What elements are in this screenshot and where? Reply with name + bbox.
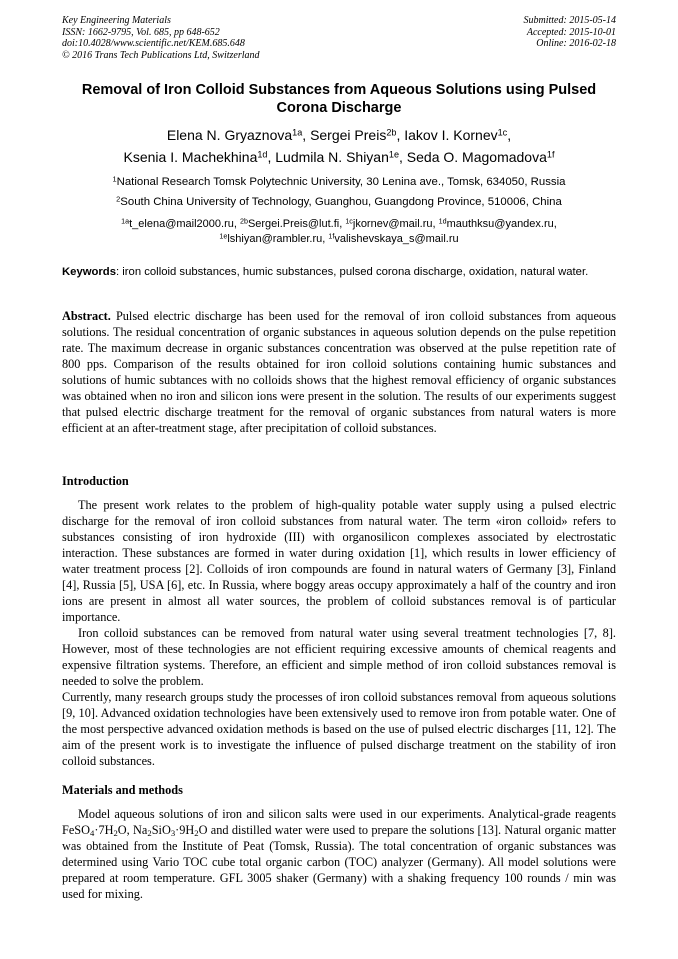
issn: ISSN: 1662-9795, Vol. 685, pp 648-652 [62,26,220,38]
email-link[interactable]: Sergei.Preis@lut.fi [247,218,340,230]
author-name: Elena N. Gryaznova [166,127,293,143]
copyright: © 2016 Trans Tech Publications Ltd, Switzerland [62,49,260,61]
author-sup: 1e [388,149,400,160]
affiliation-1: $^1$National Research Tomsk Polytechnic University, 30 Lenina ave., Tomsk, 634050, Russia [112,174,566,188]
doi: doi:10.4028/www.scientific.net/KEM.685.648 [62,38,245,49]
online-date: Online: 2016-02-18 [536,38,616,49]
abstract-label: Abstract. [62,309,111,323]
email-link[interactable]: valishevskaya_s@mail.ru [334,233,459,245]
author-name: Ksenia I. Machekhina [123,149,258,165]
affiliation-2: $^2$South China University of Technology, Guanghou, Guangdong Province, 510006, China [116,194,562,208]
author-name: Iakov I. Kornev [404,127,498,143]
paragraph: Model aqueous solutions of iron and silicon salts were used in our experiments. Analytical-grade reagents $FeSO_4\cdot 7H_2O$, $Na_2SiO_3\cdot 9H_2O$ and distilled water were used to prepare the solutions [13]. Natural organic matter was obtained from the Institute of Peat (Tomsk, Russia). The total concentration of organic substances was determined using Vario TOC cube total organic carbon (TOC) analyzer (Germany). All model solutions were prepared at room temperature. GFL 3005 shaker (Germany) with a shaking frequency 100 rounds / min was used for mixing. [62,807,616,901]
paragraph: The present work relates to the problem of high-quality potable water supply using a pulsed electric discharge for the removal of iron colloid substances from natural water. The term «iron colloid» refers to substances consisting of iron hydroxide (III) with organosilicon complexes associated by electrostatic interaction. These substances are formed in water during oxidation [1], which results in lower efficiency of water treatment process [2]. Colloids of iron compounds are found in natural waters of Germany [3], Finland [4], Russia [5], USA [6], etc. In Russia, where boggy areas occupy approximately a half of the country and iron ions are present in almost all water sources, the problem of colloid substances removal is of particular importance. [62,498,616,624]
abstract [62,308,616,436]
author-name: Sergei Preis [310,127,387,143]
section-heading-introduction: Introduction [62,474,129,488]
introduction-body [62,497,616,769]
email-link[interactable]: jkornev@mail.ru [352,218,433,230]
email-list [62,217,616,247]
journal-header [62,15,260,61]
author-sup: 1d [257,149,268,160]
keywords-text: : iron colloid substances, humic substances, pulsed corona discharge, oxidation, natural water. [116,266,589,278]
journal-name: Key Engineering Materials [62,15,171,26]
author-line-1: Elena N. Gryaznova$^{1a}$, Sergei Preis$^{2b}$, Iakov I. Kornev$^{1c}$, [166,127,512,143]
email-line-1: $^{1a}$t_elena@mail2000.ru, $^{2b}$Sergei.Preis@lut.fi, $^{1c}$jkornev@mail.ru, $^{1d}$mauthksu@yandex.ru, [121,217,557,230]
keywords [62,265,616,279]
email-link[interactable]: t_elena@mail2000.ru [129,218,234,230]
author-sup: 1f [546,149,555,160]
materials-body [62,806,616,902]
author-name: Seda O. Magomadova [406,149,547,165]
author-line-2: Ksenia I. Machekhina$^{1d}$, Ludmila N. Shiyan$^{1e}$, Seda O. Magomadova$^{1f}$ [123,149,555,165]
paragraph: Iron colloid substances can be removed from natural water using several treatment technologies [7, 8]. However, most of these technologies are not efficient requiring excessive amounts of chemical reagents and expensive filtration systems. Therefore, an efficient and simple method of iron colloid substances removal is needed to solve the problem. [62,626,616,688]
email-link[interactable]: lshiyan@rambler.ru [227,233,323,245]
author-list [62,124,616,168]
email-line-2: $^{1e}$lshiyan@rambler.ru, $^{1f}$valishevskaya_s@mail.ru [219,232,459,245]
submitted-date: Submitted: 2015-05-14 [523,15,616,26]
abstract-text: Pulsed electric discharge has been used for the removal of iron colloid substances from aqueous solutions. The residual concentration of organic substances in aqueous solution depends on the pulse repetition rate. The maximum decrease in organic substances concentration was observed at the pulse repetition rate of 800 pps. Comparison of the results obtained for iron colloid solutions containing humic substances and solutions of humic subtances with no colloids shows that the highest removal efficiency of organic substances was obtained when no iron and silicon ions were present in the solution. The results of our experiments suggest that pulsed electric discharge treatment for the removal of organic substances from natural waters is more efficient at an after-treatment stage, after precipitation of colloid substances. [62,309,616,435]
paragraph: Currently, many research groups study the processes of iron colloid substances removal from aqueous solutions [9, 10]. Advanced oxidation technologies have been extensively used to remove iron from potable water. One of the most perspective advanced oxidation methods is based on the use of pulsed electric discharges [11, 12]. The aim of the present work is to investigate the influence of pulsed discharge treatment on the stability of iron colloid substances. [62,690,616,768]
keywords-label: Keywords [62,266,116,278]
author-name: Ludmila N. Shiyan [275,149,389,165]
accepted-date: Accepted: 2015-10-01 [526,26,616,38]
author-sup: 2b [386,127,397,138]
author-sup: 1c [497,127,508,138]
email-link[interactable]: mauthksu@yandex.ru [446,218,554,230]
author-sup: 1a [292,127,303,138]
dates-header [524,15,617,50]
paper-title: Removal of Iron Colloid Substances from Aqueous Solutions using Pulsed Corona Discharge [81,82,597,116]
section-heading-materials: Materials and methods [62,783,183,797]
